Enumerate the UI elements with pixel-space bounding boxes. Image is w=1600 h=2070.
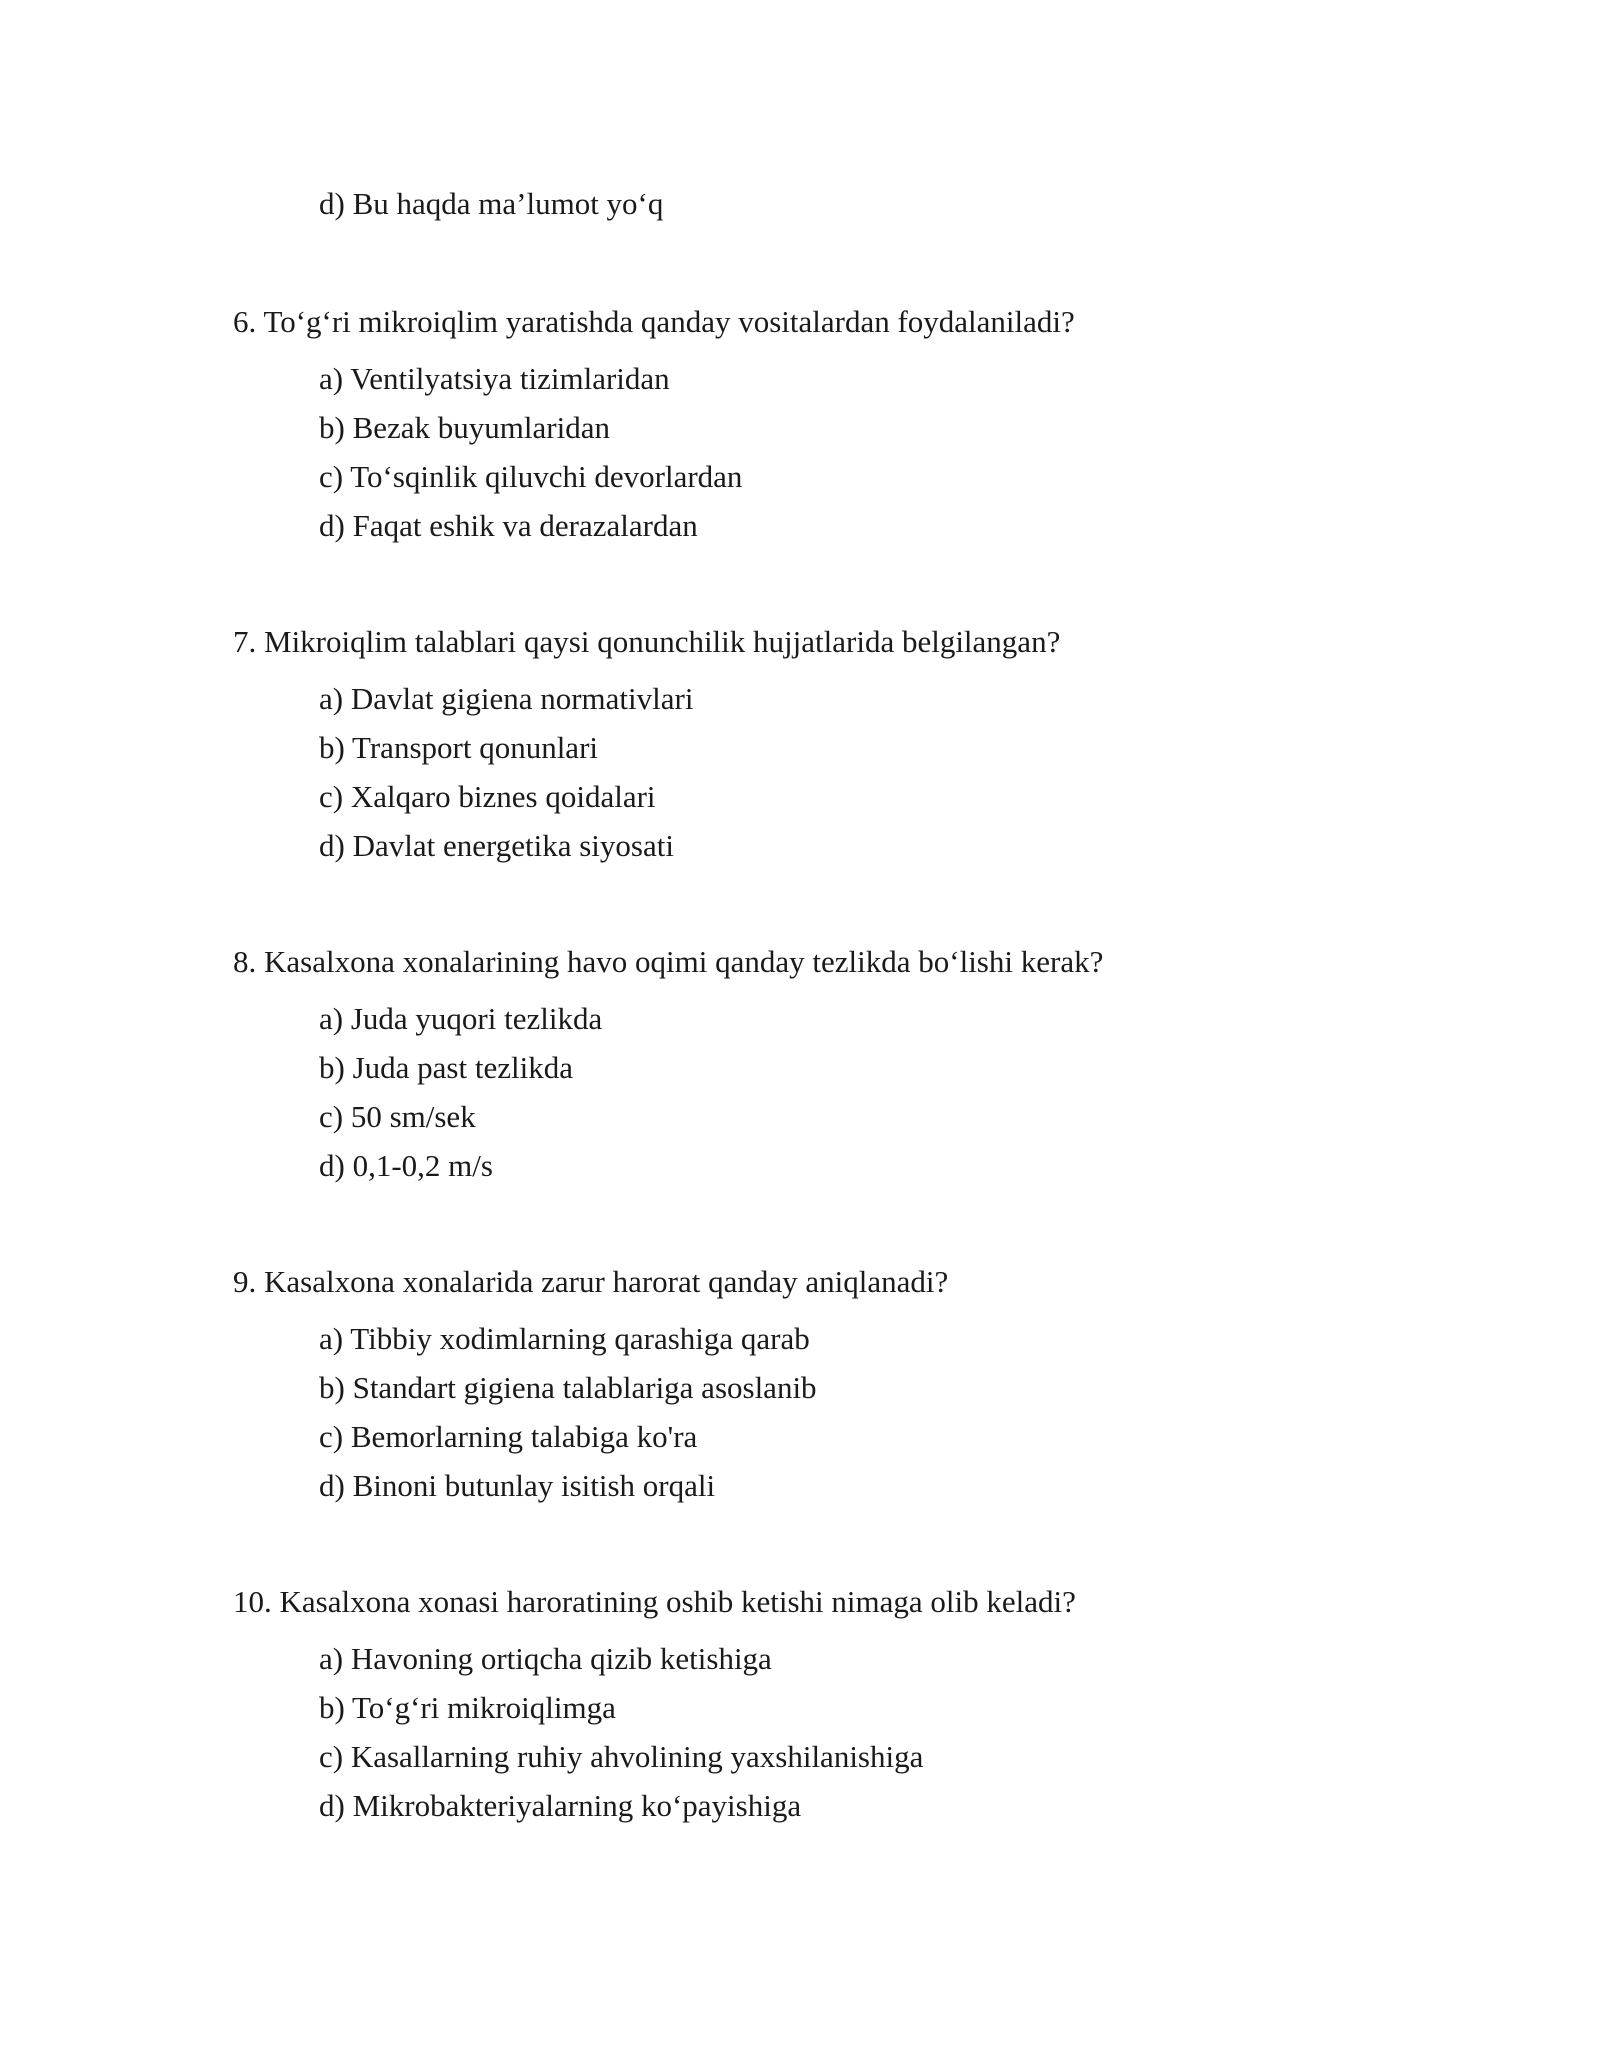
question-9-option-b: b) Standart gigiena talablariga asoslanib [319, 1370, 817, 1405]
question-6-option-b: b) Bezak buyumlaridan [319, 410, 610, 445]
question-10-option-a: a) Havoning ortiqcha qizib ketishiga [319, 1641, 772, 1676]
question-9-option-a: a) Tibbiy xodimlarning qarashiga qarab [319, 1321, 810, 1356]
question-6-option-c: c) To‘sqinlik qiluvchi devorlardan [319, 459, 743, 494]
question-6-option-a: a) Ventilyatsiya tizimlaridan [319, 361, 670, 396]
question-8-option-b: b) Juda past tezlikda [319, 1050, 573, 1085]
question-7-option-b: b) Transport qonunlari [319, 730, 598, 765]
question-8-option-d: d) 0,1-0,2 m/s [319, 1148, 493, 1183]
question-10-option-b: b) To‘g‘ri mikroiqlimga [319, 1690, 616, 1725]
question-9-option-c: c) Bemorlarning talabiga ko'ra [319, 1419, 698, 1454]
question-9-option-d: d) Binoni butunlay isitish orqali [319, 1468, 716, 1503]
question-7-option-c: c) Xalqaro biznes qoidalari [319, 779, 656, 814]
question-7-option-a: a) Davlat gigiena normativlari [319, 681, 694, 716]
question-10-text: 10. Kasalxona xonasi haroratining oshib ketishi nimaga olib keladi? [233, 1584, 1076, 1619]
question-10-option-d: d) Mikrobakteriyalarning ko‘payishiga [319, 1788, 802, 1823]
question-10-option-c: c) Kasallarning ruhiy ahvolining yaxshilanishiga [319, 1739, 924, 1774]
question-7-option-d: d) Davlat energetika siyosati [319, 828, 674, 863]
question-6-option-d: d) Faqat eshik va derazalardan [319, 508, 698, 543]
question-8-text: 8. Kasalxona xonalarining havo oqimi qanday tezlikda bo‘lishi kerak? [233, 944, 1104, 979]
question-8-option-c: c) 50 sm/sek [319, 1099, 476, 1134]
question-6-text: 6. To‘g‘ri mikroiqlim yaratishda qanday vositalardan foydalaniladi? [233, 304, 1075, 339]
carryover-option: d) Bu haqda ma’lumot yo‘q [319, 186, 664, 221]
question-7-text: 7. Mikroiqlim talablari qaysi qonunchilik hujjatlarida belgilangan? [233, 624, 1061, 659]
question-9-text: 9. Kasalxona xonalarida zarur harorat qanday aniqlanadi? [233, 1264, 949, 1299]
question-8-option-a: a) Juda yuqori tezlikda [319, 1001, 603, 1036]
